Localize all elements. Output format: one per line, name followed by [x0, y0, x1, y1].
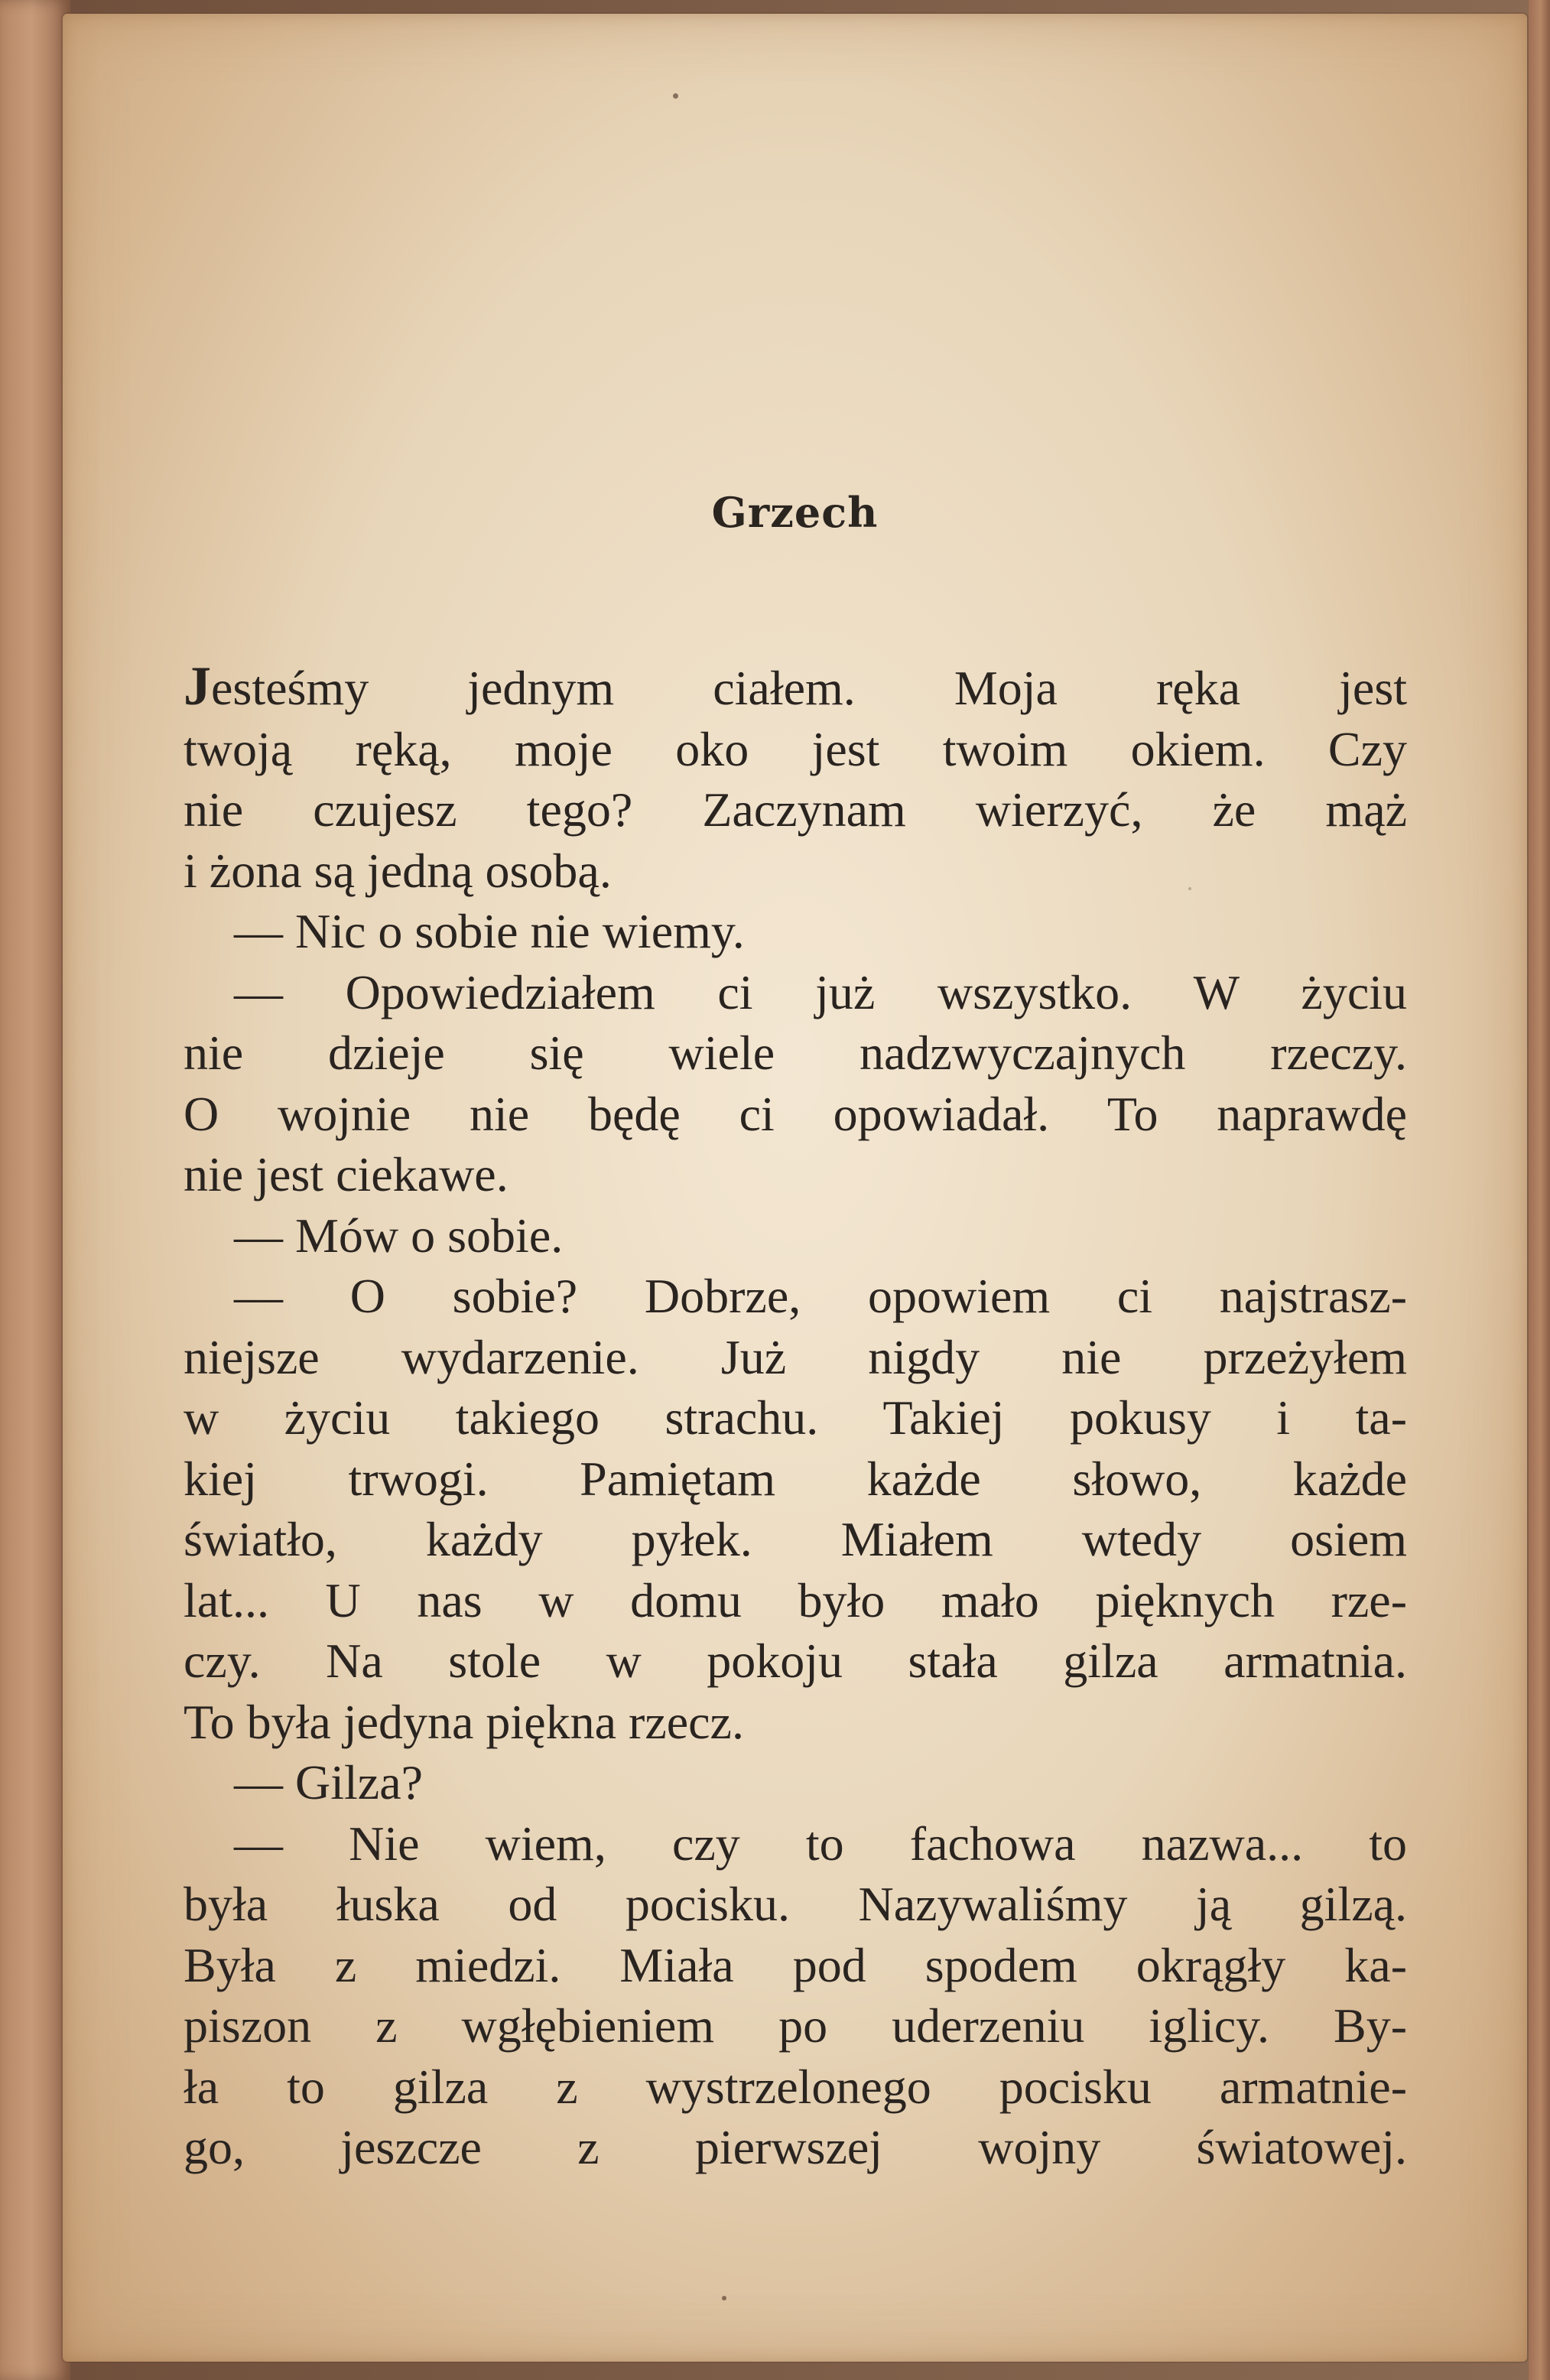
text-line-2: twoją ręką, moje oko jest twoim okiem. Czy — [184, 721, 1407, 776]
text-line-17: czy. Na stole w pokoju stała gilza armatnia. — [184, 1634, 1407, 1688]
text-line-24: ła to gilza z wystrzelonego pocisku armatnie- — [184, 2059, 1407, 2114]
page-edge-right — [1529, 0, 1550, 2380]
text-line-21: była łuska od pocisku. Nazywaliśmy ją gilzą. — [184, 1877, 1407, 1931]
page-text — [184, 656, 1407, 2178]
text-line-5: — Nic o sobie nie wiemy. — [234, 904, 745, 958]
page-speck — [673, 93, 678, 99]
page-speck — [722, 2296, 726, 2300]
text-line-20: — Nie wiem, czy to fachowa nazwa... to — [234, 1816, 1407, 1871]
text-line-25: go, jeszcze z pierwszej wojny światowej. — [184, 2120, 1407, 2174]
text-line-18: To była jedyna piękna rzecz. — [184, 1694, 744, 1749]
text-line-23: piszon z wgłębieniem po uderzeniu iglicy. By- — [184, 1998, 1407, 2053]
book-spine — [0, 0, 70, 2380]
text-line-9: nie jest ciekawe. — [184, 1147, 509, 1201]
text-line-6: — Opowiedziałem ci już wszystko. W życiu — [234, 964, 1407, 1019]
text-line-14: kiej trwogi. Pamiętam każde słowo, każde — [184, 1451, 1407, 1506]
book-page — [63, 14, 1527, 2362]
line-content: esteśmy jednym ciałem. Moja ręka jest — [211, 661, 1407, 715]
text-line-16: lat... U nas w domu było mało pięknych rze- — [184, 1572, 1407, 1627]
text-line-15: światło, każdy pyłek. Miałem wtedy osiem — [184, 1512, 1407, 1566]
text-line-10: — Mów o sobie. — [234, 1208, 564, 1263]
text-line-13: w życiu takiego strachu. Takiej pokusy i ta- — [184, 1390, 1407, 1445]
text-line-4: i żona są jedną osobą. — [184, 843, 612, 898]
text-line-3: nie czujesz tego? Zaczynam wierzyć, że mąż — [184, 782, 1407, 837]
first-letter: J — [184, 655, 211, 717]
chapter-title: Grzech — [711, 488, 879, 537]
text-line-1 — [184, 656, 1407, 719]
text-line-19: — Gilza? — [234, 1755, 423, 1809]
text-line-7: nie dzieje się wiele nadzwyczajnych rzeczy. — [184, 1026, 1407, 1080]
text-line-8: O wojnie nie będę ci opowiadał. To naprawdę — [184, 1086, 1407, 1141]
text-line-12: niejsze wydarzenie. Już nigdy nie przeżyłem — [184, 1329, 1407, 1384]
text-line-11: — O sobie? Dobrze, opowiem ci najstrasz- — [234, 1269, 1407, 1323]
text-line-22: Była z miedzi. Miała pod spodem okrągły ka- — [184, 1937, 1407, 1992]
